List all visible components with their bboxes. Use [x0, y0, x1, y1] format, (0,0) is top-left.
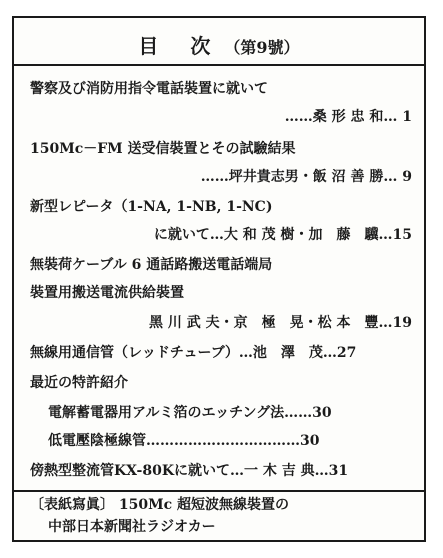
- entry-2-title[interactable]: 150Mc－FM 送受信裝置とその試驗結果: [30, 141, 296, 157]
- entry-4-author: 黑 川 武 夫・京 極 晃・松 本 豐…19: [149, 315, 412, 331]
- contents-frame: [12, 16, 426, 542]
- title-rule: [14, 64, 424, 66]
- entry-4-title-cont: 裝置用搬送電流供給裝置: [30, 285, 184, 301]
- entry-6-sub-2[interactable]: 低電壓陰極線管……………………………30: [48, 433, 320, 449]
- entry-4-title[interactable]: 無裝荷ケーブル 6 通話路搬送電話端局: [30, 257, 273, 273]
- title-text: 目 次: [138, 34, 217, 58]
- entry-5-title[interactable]: 無線用通信管（レッドチューブ）…池 澤 茂…27: [30, 345, 357, 361]
- entry-3-author: に就いて…大 和 茂 樹・加 藤 驥…15: [153, 227, 412, 243]
- cover-caption-2: 中部日本新聞社ラジオカー: [48, 519, 216, 535]
- entry-6-title[interactable]: 最近の特許紹介: [30, 375, 128, 391]
- cover-caption-1: 〔表紙寫眞〕 150Mc 超短波無線裝置の: [30, 497, 289, 513]
- entry-3-title[interactable]: 新型レピータ（1-NA, 1-NB, 1-NC): [30, 199, 273, 215]
- entry-7-title[interactable]: 傍熱型整流管KX-80Kに就いて…一 木 吉 典…31: [30, 463, 349, 479]
- entry-6-sub-1[interactable]: 電解蓄電器用アルミ箔のエッチング法……30: [48, 405, 332, 421]
- page-title: [14, 30, 424, 59]
- entry-1-author: ……桑 形 忠 和… 1: [284, 109, 412, 125]
- issue-number: （第9號）: [224, 38, 300, 57]
- entry-1-title[interactable]: 警察及び消防用指令電話裝置に就いて: [30, 81, 268, 97]
- cover-rule: [14, 490, 424, 492]
- entry-2-author: ……坪井貴志男・飯 沼 善 勝… 9: [200, 169, 412, 185]
